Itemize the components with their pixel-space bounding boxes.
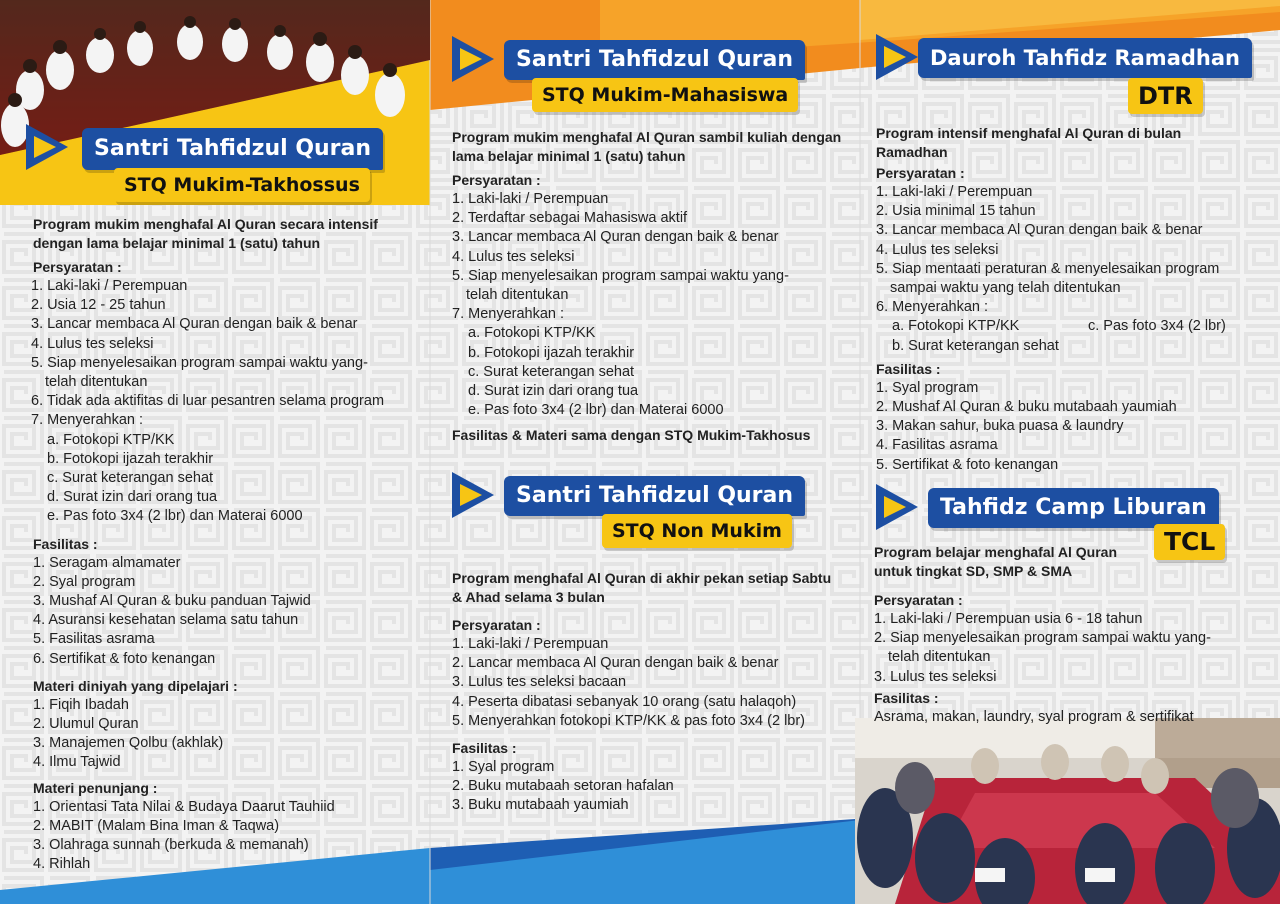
play-arrow-icon — [448, 34, 496, 84]
program-description: Program belajar menghafal Al Quran untuk tingkat SD, SMP & SMA — [874, 544, 1117, 579]
list-item: 1. Laki-laki / Perempuan — [452, 191, 609, 207]
program-title: Santri Tahfidzul Quran — [504, 40, 805, 80]
list-item: e. Pas foto 3x4 (2 lbr) dan Materai 6000 — [47, 508, 303, 525]
list-item: 5. Siap menyelesaikan program sampai waktu yang- — [31, 354, 368, 371]
list-item: 1. Laki-laki / Perempuan — [31, 278, 188, 294]
list-item: 3. Buku mutabaah yaumiah — [452, 797, 629, 814]
list-item: 5. Menyerahkan fotokopi KTP/KK & pas foto 3x4 (2 lbr) — [452, 712, 806, 729]
list-item: 3. Lulus tes seleksi bacaan — [452, 674, 627, 691]
program-subtitle: DTR — [1128, 78, 1203, 114]
list-item: 7. Menyerahkan : — [31, 412, 144, 429]
materials-title: Materi diniyah yang dipelajari : — [33, 677, 238, 694]
list-item: 6. Sertifikat & foto kenangan — [33, 650, 216, 667]
program-description: Program mukim menghafal Al Quran sambil kuliah dengan lama belajar minimal 1 (satu) tahun — [452, 129, 842, 164]
list-item: 1. Seragam almamater — [33, 554, 181, 571]
column-stq-non-mukim — [452, 569, 844, 816]
list-item: 6. Menyerahkan : — [876, 299, 989, 316]
list-item: 4. Lulus tes seleksi — [31, 335, 154, 352]
list-item: 3. Makan sahur, buka puasa & laundry — [876, 418, 1124, 435]
column-stq-mahasiswa — [452, 128, 844, 445]
facilities-note: Fasilitas & Materi sama dengan STQ Mukim-Takhosus — [452, 427, 811, 444]
list-item: sampai waktu yang telah ditentukan — [890, 280, 1121, 297]
list-item: 3. Manajemen Qolbu (akhlak) — [33, 735, 224, 752]
list-item: 7. Menyerahkan : — [452, 306, 565, 323]
program-description: Program menghafal Al Quran di akhir pekan setiap Sabtu & Ahad selama 3 bulan — [452, 570, 832, 605]
program-description: Program intensif menghafal Al Quran di bulan Ramadhan — [876, 125, 1182, 160]
list-item: a. Fotokopi KTP/KK — [468, 325, 596, 342]
list-item: 5. Fasilitas asrama — [33, 631, 155, 648]
program-subtitle: STQ Mukim-Mahasiswa — [532, 78, 798, 112]
column-stq-takhossus — [33, 215, 425, 874]
list-item: telah ditentukan — [888, 649, 991, 666]
facilities-title: Fasilitas : — [876, 360, 941, 377]
list-item: 4. Peserta dibatasi sebanyak 10 orang (satu halaqoh) — [452, 693, 797, 710]
list-item: 2. Lancar membaca Al Quran dengan baik & benar — [452, 655, 779, 672]
list-item: c. Surat keterangan sehat — [468, 363, 635, 380]
column-dtr — [876, 124, 1268, 475]
program-title: Dauroh Tahfidz Ramadhan — [918, 38, 1252, 78]
play-arrow-icon — [872, 482, 920, 532]
program-subtitle: TCL — [1154, 524, 1225, 560]
requirements-title: Persyaratan : — [33, 259, 122, 275]
list-item: 2. Terdaftar sebagai Mahasiswa aktif — [452, 210, 688, 227]
list-item: 1. Syal program — [452, 759, 555, 776]
list-item: a. Fotokopi KTP/KK — [47, 431, 175, 448]
list-item: 1. Syal program — [876, 379, 979, 396]
requirements-list — [452, 190, 844, 420]
list-item: 2. MABIT (Malam Bina Iman & Taqwa) — [33, 817, 280, 834]
supporting-materials-list — [33, 798, 425, 875]
program-title: Santri Tahfidzul Quran — [504, 476, 805, 516]
requirements-list — [874, 610, 1266, 687]
list-item: b. Fotokopi ijazah terakhir — [47, 450, 214, 467]
list-item: 2. Ulumul Quran — [33, 716, 139, 733]
program-subtitle: STQ Mukim-Takhossus — [114, 168, 370, 202]
list-item: 2. Mushaf Al Quran & buku mutabaah yaumiah — [876, 399, 1177, 416]
materials-list — [33, 696, 425, 773]
list-item: 4. Rihlah — [33, 856, 91, 873]
requirements-title: Persyaratan : — [874, 592, 963, 608]
list-item-part: a. Fotokopi KTP/KK — [892, 318, 1020, 335]
list-item: 2. Usia minimal 15 tahun — [876, 203, 1036, 220]
list-item: c. Surat keterangan sehat — [47, 470, 214, 487]
supporting-materials-title: Materi penunjang : — [33, 779, 158, 796]
list-item: 4. Lulus tes seleksi — [452, 248, 575, 265]
list-item: 4. Fasilitas asrama — [876, 437, 998, 454]
facilities-text: Asrama, makan, laundry, syal program & sertifikat — [874, 708, 1194, 725]
tag-stq-non-mukim — [448, 470, 848, 560]
facilities-title: Fasilitas : — [33, 535, 98, 552]
list-item: 3. Lancar membaca Al Quran dengan baik & benar — [876, 222, 1203, 239]
list-item: 3. Mushaf Al Quran & buku panduan Tajwid — [33, 593, 311, 610]
facilities-title: Fasilitas : — [874, 689, 939, 706]
list-item: 3. Lulus tes seleksi — [874, 668, 997, 685]
list-item: 4. Asuransi kesehatan selama satu tahun — [33, 612, 299, 629]
list-item: 1. Fiqih Ibadah — [33, 696, 129, 713]
list-item: telah ditentukan — [466, 287, 569, 304]
tag-dtr — [872, 32, 1272, 122]
facilities-title: Fasilitas : — [452, 740, 517, 757]
requirements-list — [452, 635, 844, 731]
list-item — [876, 317, 1268, 336]
tag-tcl — [872, 482, 1272, 572]
list-item: 2. Buku mutabaah setoran hafalan — [452, 778, 674, 795]
list-item: 2. Syal program — [33, 573, 136, 590]
list-item: 1. Orientasi Tata Nilai & Budaya Daarut Tauhiid — [33, 798, 335, 815]
list-item: e. Pas foto 3x4 (2 lbr) dan Materai 6000 — [468, 402, 724, 419]
list-item: 4. Lulus tes seleksi — [876, 241, 999, 258]
photo-santriwati-halaqoh — [855, 718, 1280, 904]
requirements-title: Persyaratan : — [452, 617, 541, 633]
program-description: Program mukim menghafal Al Quran secara intensif dengan lama belajar minimal 1 (satu) tahun — [33, 216, 378, 251]
facilities-list — [876, 379, 1268, 475]
play-arrow-icon — [448, 470, 496, 520]
list-item: telah ditentukan — [45, 374, 148, 391]
tag-stq-takhossus — [22, 122, 422, 212]
list-item: 2. Usia 12 - 25 tahun — [31, 297, 166, 314]
facilities-list — [33, 554, 425, 669]
list-item: 1. Laki-laki / Perempuan — [452, 636, 609, 652]
requirements-list — [31, 277, 425, 527]
requirements-list — [876, 183, 1268, 356]
list-item: 1. Laki-laki / Perempuan — [876, 184, 1033, 200]
play-arrow-icon — [872, 32, 920, 82]
requirements-title: Persyaratan : — [876, 165, 965, 181]
list-item: 3. Olahraga sunnah (berkuda & memanah) — [33, 837, 309, 854]
facilities-list — [452, 758, 844, 816]
program-title: Santri Tahfidzul Quran — [82, 128, 383, 170]
list-item-part: c. Pas foto 3x4 (2 lbr) — [1088, 318, 1226, 335]
list-item: d. Surat izin dari orang tua — [468, 383, 639, 400]
tag-stq-mahasiswa — [448, 34, 848, 124]
list-item: 4. Ilmu Tajwid — [33, 754, 121, 771]
play-arrow-icon — [22, 122, 70, 172]
list-item: 5. Siap menyelesaikan program sampai waktu yang- — [452, 267, 789, 284]
list-item: 5. Siap mentaati peraturan & menyelesaikan program — [876, 260, 1220, 277]
list-item: b. Surat keterangan sehat — [892, 337, 1059, 354]
list-item: d. Surat izin dari orang tua — [47, 489, 218, 506]
list-item: 1. Laki-laki / Perempuan usia 6 - 18 tahun — [874, 611, 1143, 627]
list-item: b. Fotokopi ijazah terakhir — [468, 344, 635, 361]
program-title: Tahfidz Camp Liburan — [928, 488, 1219, 528]
requirements-title: Persyaratan : — [452, 172, 541, 188]
list-item: 3. Lancar membaca Al Quran dengan baik & benar — [31, 316, 358, 333]
list-item: 3. Lancar membaca Al Quran dengan baik & benar — [452, 229, 779, 246]
list-item: 5. Sertifikat & foto kenangan — [876, 456, 1059, 473]
program-subtitle: STQ Non Mukim — [602, 514, 792, 548]
list-item: 2. Siap menyelesaikan program sampai waktu yang- — [874, 630, 1211, 647]
list-item: 6. Tidak ada aktifitas di luar pesantren selama program — [31, 393, 385, 410]
